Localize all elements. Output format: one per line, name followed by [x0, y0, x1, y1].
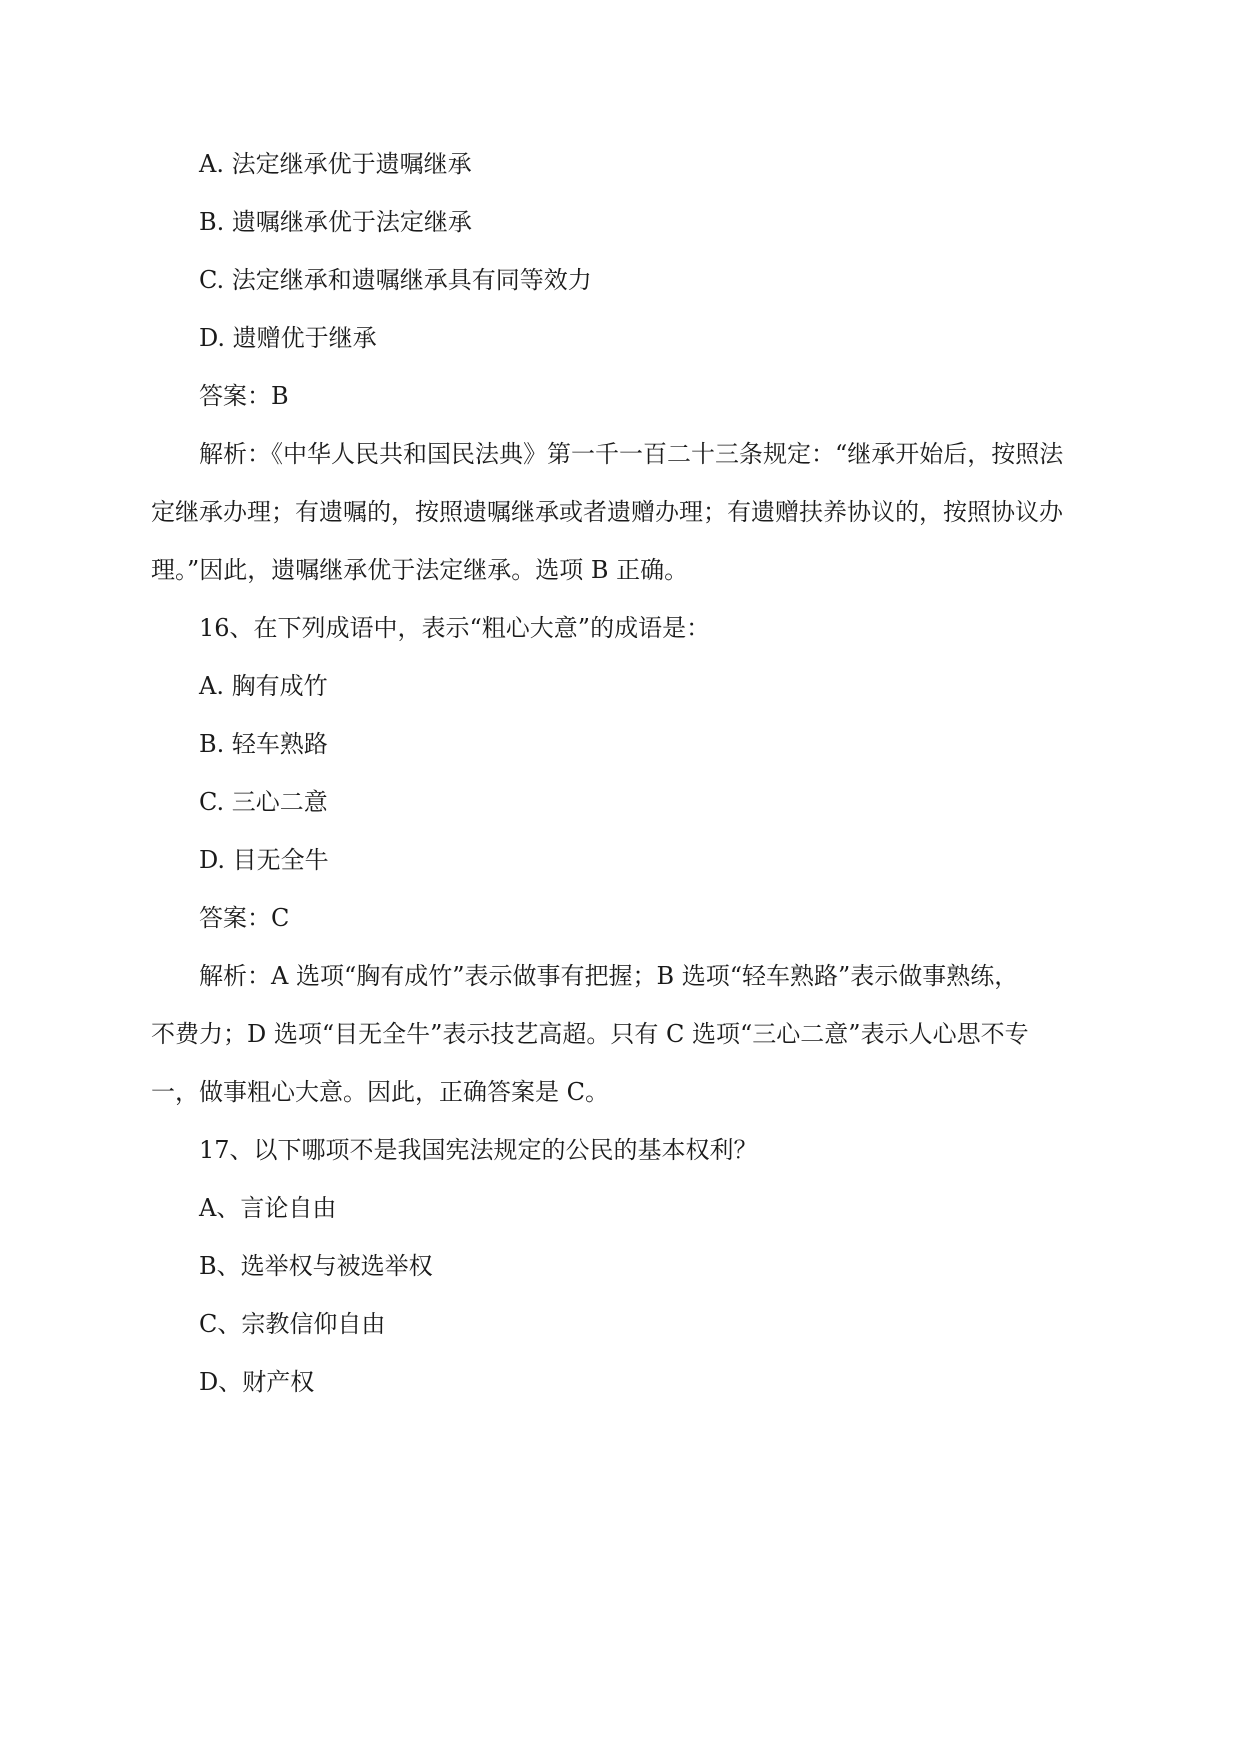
q17-option-b: B、选举权与被选举权	[199, 1252, 433, 1280]
q16-analysis-line-2: 不费力；D 选项“目无全牛”表示技艺高超。只有 C 选项“三心二意”表示人心思不专	[151, 1020, 1029, 1048]
q16-option-a: A. 胸有成竹	[199, 672, 328, 700]
q17-option-c: C、宗教信仰自由	[199, 1310, 386, 1338]
q16-question: 16、在下列成语中，表示“粗心大意”的成语是：	[199, 614, 711, 642]
q16-option-b: B. 轻车熟路	[199, 730, 328, 758]
q16-analysis-line-1: 解析：A 选项“胸有成竹”表示做事有把握；B 选项“轻车熟路”表示做事熟练，	[199, 962, 1019, 990]
q16-analysis-line-3: 一，做事粗心大意。因此，正确答案是 C。	[151, 1078, 609, 1106]
q15-option-a: A. 法定继承优于遗嘱继承	[199, 150, 472, 178]
q16-answer: 答案：C	[199, 904, 290, 932]
q15-analysis-line-2: 定继承办理；有遗嘱的，按照遗嘱继承或者遗赠办理；有遗赠扶养协议的，按照协议办	[151, 498, 1063, 526]
q15-analysis-line-1: 解析：《中华人民共和国民法典》第一千一百二十三条规定：“继承开始后，按照法	[199, 440, 1064, 468]
q15-option-c: C. 法定继承和遗嘱继承具有同等效力	[199, 266, 592, 294]
q17-question: 17、以下哪项不是我国宪法规定的公民的基本权利？	[199, 1136, 758, 1164]
q17-option-a: A、言论自由	[199, 1194, 337, 1222]
q15-option-b: B. 遗嘱继承优于法定继承	[199, 208, 472, 236]
q17-option-d: D、财产权	[199, 1368, 315, 1396]
q16-option-c: C. 三心二意	[199, 788, 328, 816]
q16-option-d: D. 目无全牛	[199, 846, 329, 874]
q15-analysis-line-3: 理。”因此，遗嘱继承优于法定继承。选项 B 正确。	[151, 556, 689, 584]
q15-option-d: D. 遗赠优于继承	[199, 324, 377, 352]
q15-answer: 答案：B	[199, 382, 289, 410]
